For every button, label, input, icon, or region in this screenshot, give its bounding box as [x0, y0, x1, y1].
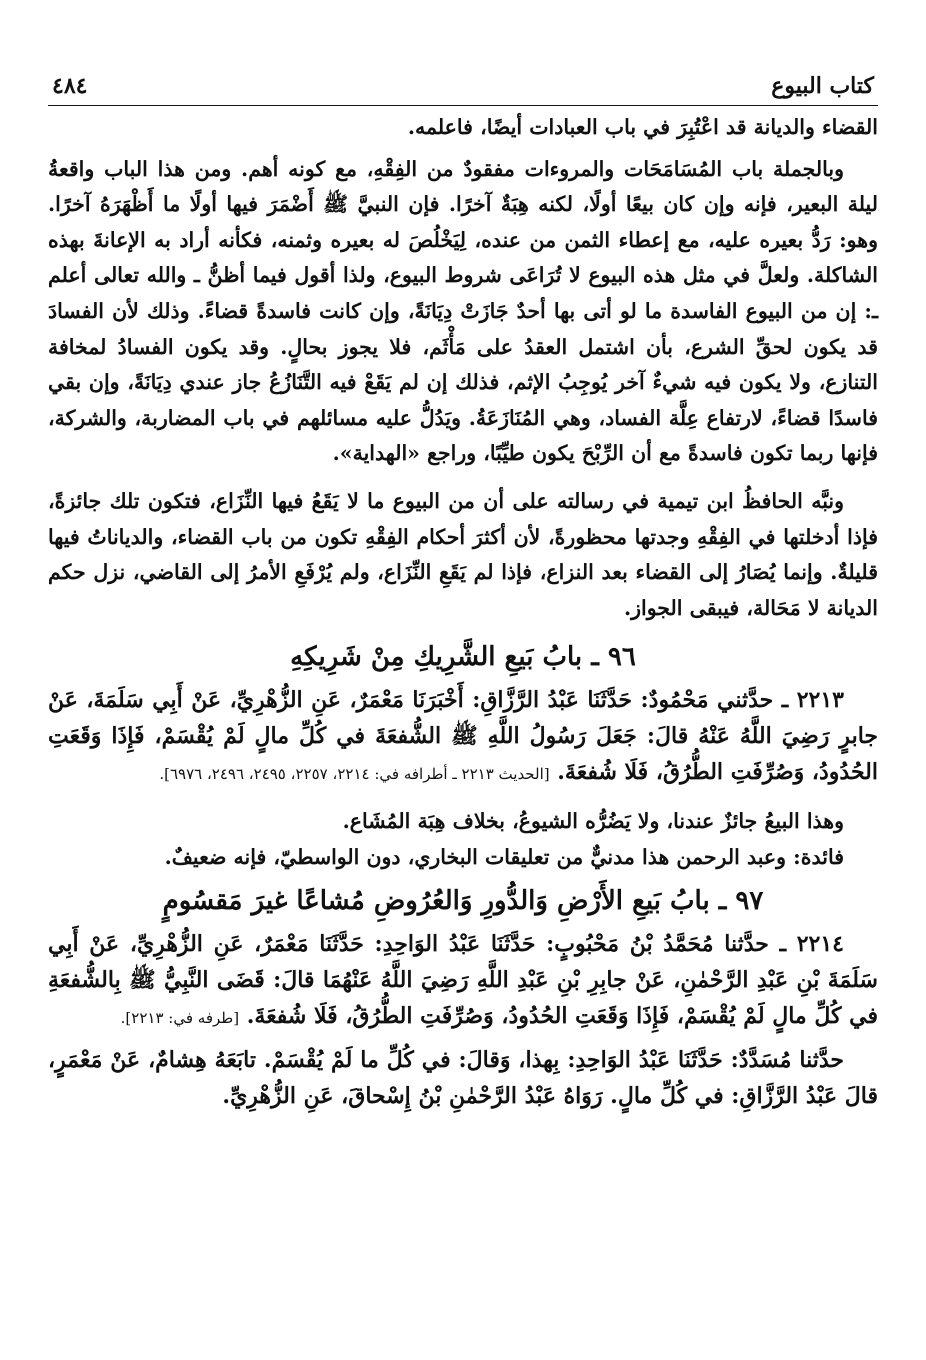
hadith-2213-text: ٢٢١٣ ـ حدَّثني مَحْمُودٌ: حَدَّثَنَا عَبْدُ الرَّزَّاقِ: أَخْبَرَنَا مَعْمَرٌ، عَنِ الزُّهْرِيِّ، عَنْ أَبِي سَلَمَةَ، عَنْ جابرٍ رَضِيَ اللَّهُ عَنْهُ قالَ: جَعَلَ رَسُولُ اللَّهِ ﷺ الشُّفعَةَ في كُلِّ مالٍ لَمْ يُقْسَمْ، فَإِذَا وَقَعَتِ الحُدُودُ، وَصُرِّفَتِ الطُّرُقُ، فَلَا شُفعَةَ.: [48, 687, 878, 786]
chapter-97-title: ٩٧ ـ بابُ بَيعِ الأَرْضِ وَالدُّورِ وَالعُرُوضِ مُشاعًا غيرَ مَقسُومٍ: [162, 885, 764, 916]
hadith-2214-followup: حدَّثنا مُسَدَّدٌ: حَدَّثَنَا عَبْدُ الوَاحِدِ: بِهذا، وَقالَ: في كُلِّ ما لَمْ يُقْسَمْ. تابَعَهُ هِشامٌ، عَنْ مَعْمَرٍ، قالَ عَبْدُ الرَّزَّاقِ: في كُلِّ مالٍ. رَوَاهُ عَبْدُ الرَّحْمٰنِ بْنُ إِسْحاقَ، عَنِ الزُّهْرِيِّ.: [48, 1046, 878, 1109]
hadith-2213: [48, 682, 878, 792]
hadith-2214-ref: [طرفه في: ٢٢١٣].: [120, 1008, 240, 1027]
book-title: كتاب البيوع: [771, 73, 874, 99]
hadith-2214: [48, 926, 878, 1036]
hadith-2213-ref: [الحديث ٢٢١٣ ـ أطرافه في: ٢٢١٤، ٢٢٥٧، ٢٤٩٥، ٢٤٩٦، ٦٩٧٦].: [159, 765, 550, 784]
chapter-96-title: ٩٦ ـ بابُ بَيعِ الشَّرِيكِ مِنْ شَرِيكِهِ: [290, 642, 636, 673]
paragraph-1: القضاء والديانة قد اعْتُبِرَ في باب العبادات أيضًا، فاعلمه.: [407, 115, 878, 139]
page-content: [48, 106, 878, 1114]
page-header: [48, 52, 878, 106]
chapter-96-note: [48, 840, 878, 876]
hadith-2214-text: ٢٢١٤ ـ حدَّثنا مُحَمَّدُ بْنُ مَحْبُوبٍ: حَدَّثَنَا عَبْدُ الوَاحِدِ: حَدَّثَنَا مَعْمَرٌ، عَنِ الزُّهْرِيِّ، عَنْ أَبِي سَلَمَةَ بْنِ عَبْدِ الرَّحْمٰنِ، عَنْ جابِرِ بْنِ عَبْدِ اللَّهِ رَضِيَ اللَّهُ عَنْهُمَا قالَ: قَضَى النَّبِيُّ ﷺ بِالشُّفعَةِ في كُلِّ مالٍ لَمْ يُقْسَمْ، فَإِذَا وَقَعَتِ الحُدُودُ، وَصُرِّفَتِ الطُّرُقُ، فَلَا شُفعَةَ.: [48, 930, 878, 1029]
paragraph-2: وبالجملة باب المُسَامَحَات والمروءات مفقودٌ من الفِقْهِ، مع كونه أهم. ومن هذا الباب واقعةُ ليلة البعير، فإنه وإن كان بيعًا أولًا، لكنه هِبَةٌ آخرًا. فإن النبيَّ ﷺ أَضْمَرَ فيها أولًا ما أَظْهَرَهُ آخرًا. وهو: رَدُّ بعيره عليه، مع إعطاء الثمن من عنده، لِيَخْلُصَ له بعيره وثمنه، فكأنه أراد به الإعانةَ بهذه الشاكلة. ولعلَّ في مثل هذه البيوع لا تُرَاعَى شروط البيوع، ولذا أقول فيما أظنُّ ـ والله تعالى أعلم ـ: إن من البيوع الفاسدة ما لو أتى بها أحدٌ جَازَتْ دِيَانَةً، وإن كانت فاسدةً قضاءً. وذلك لأن الفسادَ قد يكون لحقِّ الشرع، بأن اشتمل العقدُ على مَأْثَم، فلا يجوز بحالٍ. وقد يكون الفسادُ لمخافة التنازع، ولا يكون فيه شيءٌ آخر يُوجِبُ الإثم، فذلك إن لم يَقَعْ فيه التَّنَازُعُ جاز عندي دِيَانَةً، وإن بقي فاسدًا قضاءً، لارتفاع عِلَّة الفساد، وهي المُنَازَعَةُ. ويَدُلُّ عليه مسائلهم في باب المضاربة، والشركة، فإنها ربما تكون فاسدةً مع أن الرِّبْحَ يكون طيِّبًا، وراجع «الهداية».: [48, 156, 878, 466]
paragraph-3: ونبَّه الحافظُ ابن تيمية في رسالته على أن من البيوع ما لا يَقَعُ فيها النِّزَاع، فتكون تلك جائزةً، فإذا أدخلتها في الفِقْهِ وجدتها محظورةً، لأن أكثرَ أحكام الفِقْهِ تكون من باب القضاء، والدياناتُ فيها قليلةٌ. وإنما يُصَارُ إلى القضاء بعد النزاع، فإذا لم يَقَعِ النِّزَاع، ولم يُرْفَعِ الأمرُ إلى القاضي، نزل حكم الديانة لا مَحَالة، فيبقى الجواز.: [48, 488, 878, 620]
note-label: فائدة:: [793, 844, 844, 869]
book-page: [48, 52, 878, 1114]
chapter-96-comment: وهذا البيعُ جائزٌ عندنا، ولا يَضُرُّه الشيوعُ، بخلاف هِبَة المُشَاع.: [342, 809, 844, 834]
page-number: ٤٨٤: [52, 73, 88, 99]
note-text: وعبد الرحمن هذا مدنيٌّ من تعليقات البخاري، دون الواسطيّ، فإنه ضعيفٌ.: [164, 844, 787, 869]
